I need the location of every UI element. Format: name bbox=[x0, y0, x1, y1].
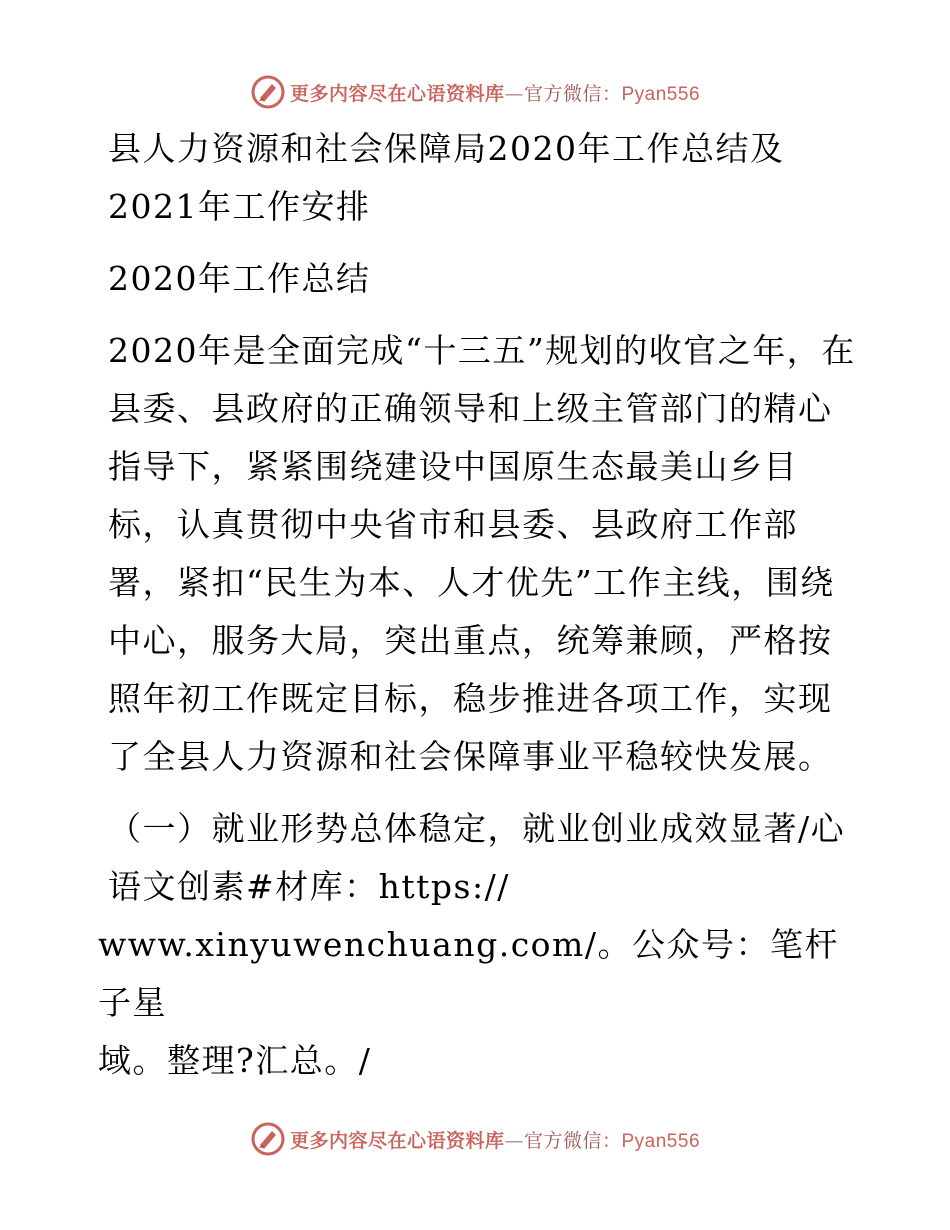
watermark-site-text: 更多内容尽在心语资料库 bbox=[289, 1129, 505, 1152]
footer-watermark bbox=[0, 1119, 950, 1159]
pen-nib-logo-icon bbox=[250, 74, 286, 110]
watermark-site-text: 更多内容尽在心语资料库 bbox=[289, 82, 505, 105]
watermark-dash: — bbox=[504, 82, 524, 105]
watermark-account-id: Pyan556 bbox=[621, 83, 701, 105]
header-watermark bbox=[0, 72, 950, 112]
document-title: 县人力资源和社会保障局2020年工作总结及2021年工作安排 bbox=[108, 129, 785, 226]
watermark-dash: — bbox=[504, 1129, 524, 1152]
watermark-account-label: 官方微信： bbox=[523, 82, 622, 105]
section-one-url: www.xinyuwenchuang.com/。公众号：笔杆子星 bbox=[98, 925, 839, 1022]
watermark-account-id: Pyan556 bbox=[621, 1130, 701, 1152]
section-one-tail: 域。整理?汇总。/ bbox=[98, 1041, 372, 1080]
document-body bbox=[98, 120, 858, 1090]
section-heading: 2020年工作总结 bbox=[108, 259, 371, 298]
watermark-account-label: 官方微信： bbox=[523, 1129, 622, 1152]
pen-nib-logo-icon bbox=[250, 1121, 286, 1157]
section-one-heading: （一）就业形势总体稳定，就业创业成效显著/心语文创素#材库：https:// bbox=[108, 809, 846, 906]
intro-paragraph: 2020年是全面完成“十三五”规划的收官之年，在县委、县政府的正确领导和上级主管部门的精心指导下，紧紧围绕建设中国原生态最美山乡目标，认真贯彻中央省市和县委、县政府工作部署，紧扣“民生为本、人才优先”工作主线，围绕中心，服务大局，突出重点，统筹兼顾，严格按照年初工作既定目标，稳步推进各项工作，实现了全县人力资源和社会保障事业平稳较快发展。 bbox=[108, 331, 856, 776]
